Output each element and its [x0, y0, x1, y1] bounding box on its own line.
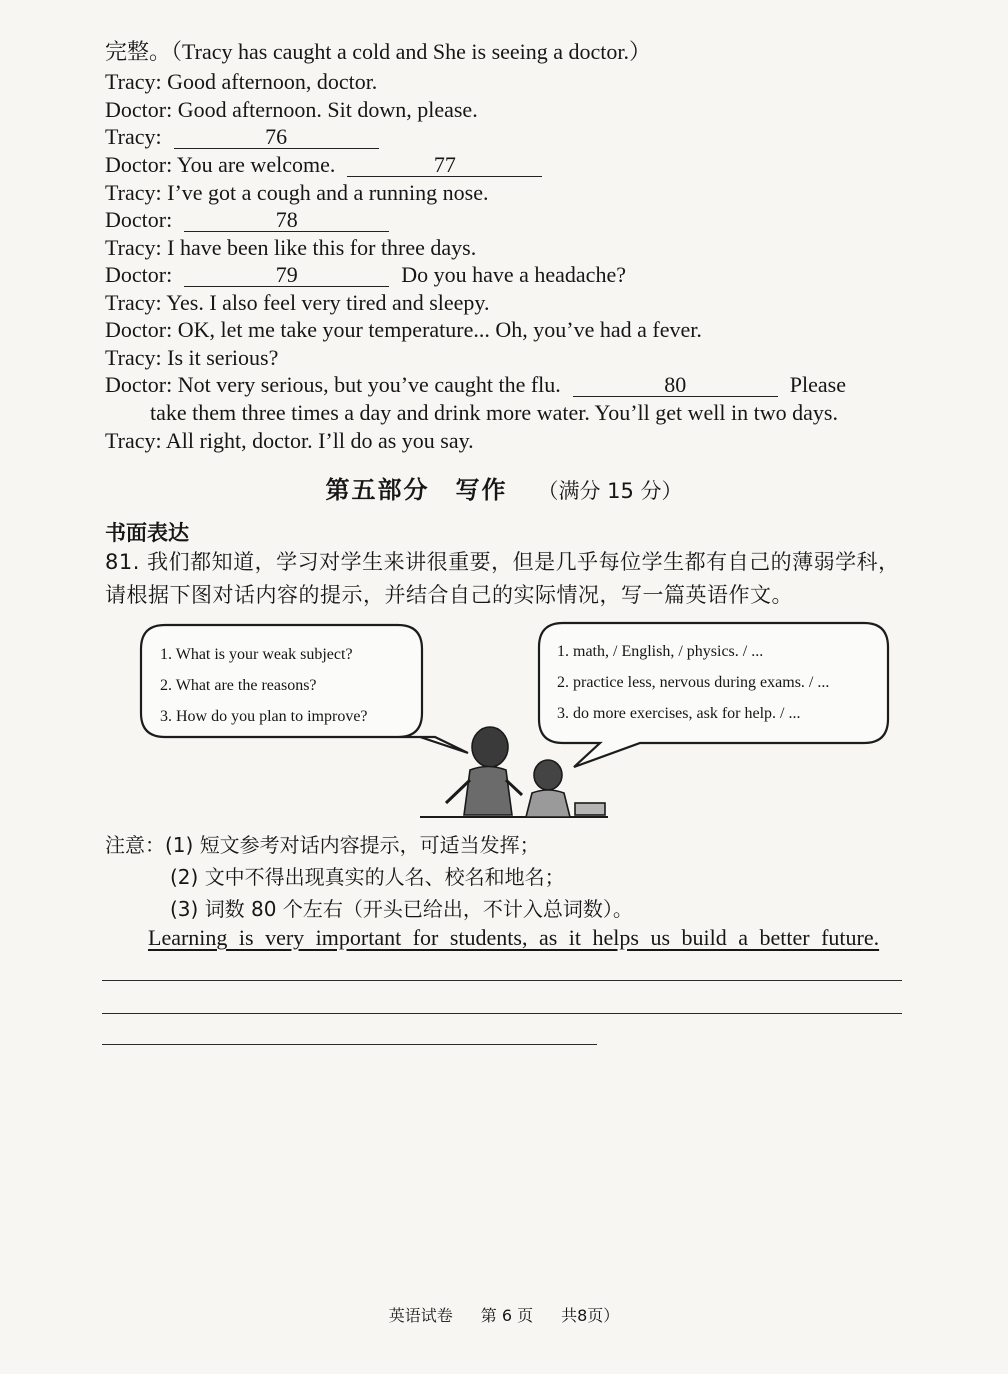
answer-blank-79[interactable]: 79 — [184, 264, 389, 287]
dialogue-line: Doctor: 78 — [105, 206, 389, 234]
writing-prompt: 81. 我们都知道，学习对学生来讲很重要，但是几乎每位学生都有自己的薄弱学科，请根据下图对话内容的提示，并结合自己的实际情况，写一篇英语作文。 — [105, 550, 900, 607]
dialogue-intro: 完整。（Tracy has caught a cold and She is seeing a doctor.） — [105, 39, 652, 64]
writing-line[interactable] — [102, 1013, 902, 1014]
subhead: 书面表达 — [105, 521, 189, 545]
answer-blank-80[interactable]: 80 — [573, 374, 778, 397]
right-bubble-text: 1. math, / English, / physics. / ... 2. practice less, nervous during exams. / ... 3. do more exercises, ask for help. / ... — [557, 643, 830, 722]
section-title: 第五部分 写作 （满分 15 分） — [325, 476, 683, 504]
writing-line[interactable] — [102, 1044, 597, 1045]
writing-line[interactable] — [102, 980, 902, 981]
answer-blank-77[interactable]: 77 — [347, 154, 542, 177]
essay-opening: Learning is very important for students, as it helps us build a better future. — [148, 925, 880, 950]
dialogue-line: Doctor: 79 Do you have a headache? — [105, 262, 626, 287]
dialogue-line: Tracy: I have been like this for three days. — [105, 235, 477, 260]
page-footer: 英语试卷 第 6 页 共8页） — [388, 1306, 620, 1325]
answer-blank-78[interactable]: 78 — [184, 209, 389, 232]
dialogue-line: Tracy: All right, doctor. I’ll do as you say. — [105, 428, 474, 453]
section-score: （满分 15 分） — [537, 479, 683, 503]
dialogue-line: Doctor: Not very serious, but you’ve caught the flu. 80 Please — [105, 372, 846, 397]
dialogue-line: Tracy: Is it serious? — [105, 345, 279, 370]
notes: 注意：(1) 短文参考对话内容提示，可适当发挥； (2) 文中不得出现真实的人名、校名和地名； (3) 词数 80 个左右（开头已给出，不计入总词数）。 — [105, 833, 633, 921]
left-bubble-text: 1. What is your weak subject? 2. What are the reasons? 3. How do you plan to improve? — [160, 646, 368, 725]
dialogue-line: Doctor: You are welcome. 77 — [105, 151, 542, 179]
dialogue-line: Doctor: OK, let me take your temperature... Oh, you’ve had a fever. — [105, 317, 702, 342]
dialogue-illustration — [0, 615, 1008, 845]
dialogue-line: Tracy: Yes. I also feel very tired and sleepy. — [105, 290, 490, 315]
dialogue-line: Tracy: Good afternoon, doctor. — [105, 69, 378, 94]
dialogue-line: Tracy: I’ve got a cough and a running nose. — [105, 180, 489, 205]
dialogue-line: take them three times a day and drink more water. You’ll get well in two days. — [150, 400, 838, 425]
answer-blank-76[interactable]: 76 — [174, 126, 379, 149]
notes-label: 注意： — [105, 833, 165, 857]
dialogue-line: Tracy: 76 — [105, 123, 379, 151]
dialogue-line: Doctor: Good afternoon. Sit down, please. — [105, 97, 478, 122]
